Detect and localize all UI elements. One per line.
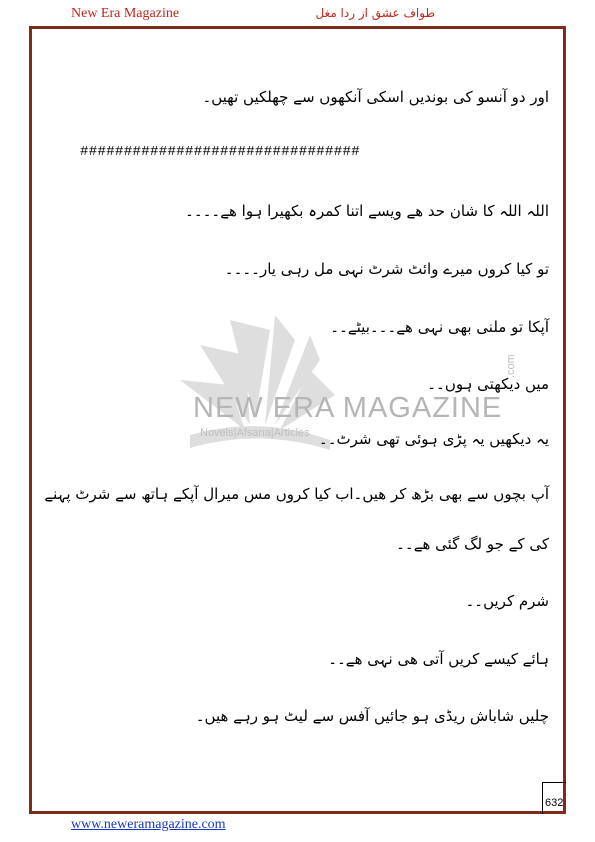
text-line-1: اور دو آنسو کی بوندیں اسکی آنکھوں سے چھلکیں تھیں۔ [202, 88, 549, 106]
watermark-subtitle: Novels|Afsana|Articles [200, 427, 310, 439]
separator-line: ################################ [80, 144, 361, 160]
text-line-11: چلیں شاباش ریڈی ہو جائیں آفس سے لیٹ ہو رہے ھیں۔ [195, 707, 549, 725]
footer-website-link[interactable]: www.neweramagazine.com [71, 817, 226, 832]
text-line-4: آپکا تو ملنی بھی نہی ھے۔۔۔بیٹے۔۔ [330, 318, 549, 336]
text-line-10: ہائے کیسے کریں آتی ھی نہی ھے۔۔ [328, 650, 549, 668]
page-number: 632 [545, 797, 564, 809]
text-line-8: کی کے جو لگ گئی ھے۔۔ [396, 535, 549, 553]
text-line-2: اللہ اللہ کا شان حد ھے ویسے اتنا کمرہ بکھیرا ہوا ھے۔۔۔۔ [185, 202, 549, 220]
text-line-5: میں دیکھتی ہوں۔۔ [427, 375, 549, 393]
text-line-6: یہ دیکھیں یہ پڑی ہوئی تھی شرٹ۔۔ [318, 430, 549, 448]
text-line-7: آپ بچوں سے بھی بڑھ کر ھیں۔اب کیا کروں مس میرال آپکے ہاتھ سے شرٹ پہنے [44, 485, 549, 503]
text-line-9: شرم کریں۔۔ [465, 592, 549, 610]
novel-title: طواف عشق از ردا مغل [315, 6, 435, 20]
watermark-title: NEW ERA MAGAZINE [193, 392, 503, 424]
watermark-com: .com [505, 354, 517, 378]
text-line-3: تو کیا کروں میرے وائٹ شرٹ نہی مل رہی یار۔۔۔۔ [224, 260, 549, 278]
magazine-name: New Era Magazine [71, 6, 180, 21]
